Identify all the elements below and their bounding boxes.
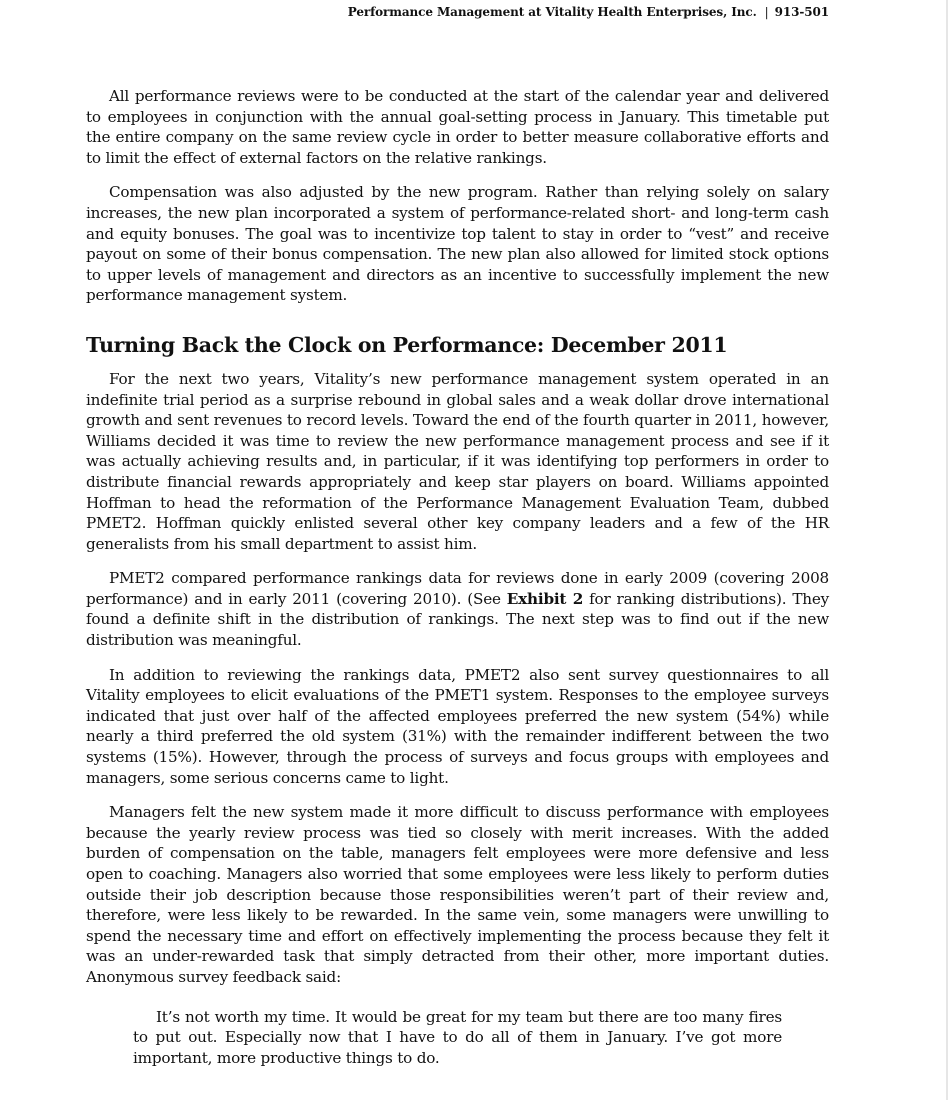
- header-case-number: 913-501: [774, 5, 829, 19]
- exhibit-reference: Exhibit 2: [506, 589, 584, 608]
- paragraph-rankings-text-start: PMET2 compared performance rankings data for reviews done in early 2009 (covering 2008 performance) and in early 2011 (covering 2010). (See: [86, 569, 829, 608]
- document-body: [86, 86, 829, 1068]
- running-header: [0, 5, 829, 19]
- header-separator: |: [764, 5, 769, 19]
- paragraph-manager-concerns: Managers felt the new system made it more difficult to discuss performance with employees because the yearly review process was tied so closely with merit increases. With the added burden of compensation on the table, managers felt employees were more defensive and less open to coaching. Managers also worried that some employees were less likely to perform duties outside their job description because those responsibilities weren’t part of their review and, therefore, were less likely to be rewarded. In the same vein, some managers were unwilling to spend the necessary time and effort on effectively implementing the process because they felt it was an under-rewarded task that simply detracted from their other, more important duties. Anonymous survey feedback said:: [86, 803, 829, 986]
- paragraph-survey-results: In addition to reviewing the rankings data, PMET2 also sent survey questionnaires to all Vitality employees to elicit evaluations of the PMET1 system. Responses to the employee surveys indicated that just over half of the affected employees preferred the new system (54%) while nearly a third preferred the old system (31%) with the remainder indifferent between the two systems (15%). However, through the process of surveys and focus groups with employees and managers, some serious concerns came to light.: [86, 665, 829, 787]
- block-quote: It’s not worth my time. It would be great for my team but there are too many fires to put out. Especially now that I have to do all of them in January. I’ve got more important, more productive things to do.: [133, 1007, 782, 1067]
- paragraph-trial-period: For the next two years, Vitality’s new performance management system operated in an indefinite trial period as a surprise rebound in global sales and a weak dollar drove international growth and sent revenues to record levels. Toward the end of the fourth quarter in 2011, however, Williams decided it was time to review the new performance management process and see if it was actually achieving results and, in particular, if it was identifying top performers in order to distribute financial rewards appropriately and keep star players on board. Williams appointed Hoffman to head the reformation of the Performance Management Evaluation Team, dubbed PMET2. Hoffman quickly enlisted several other key company leaders and a few of the HR generalists from his small department to assist him.: [86, 369, 829, 553]
- section-heading: Turning Back the Clock on Performance: December 2011: [86, 332, 728, 357]
- paragraph-rankings-comparison: [86, 568, 829, 650]
- paragraph-compensation: Compensation was also adjusted by the new program. Rather than relying solely on salary increases, the new plan incorporated a system of performance-related short- and long-term cash and equity bonuses. The goal was to incentivize top talent to stay in order to “vest” and receive payout on some of their bonus compensation. The new plan also allowed for limited stock options to upper levels of management and directors as an incentive to successfully implement the new performance management system.: [86, 183, 829, 305]
- paragraph-review-timing: All performance reviews were to be conducted at the start of the calendar year and delivered to employees in conjunction with the annual goal-setting process in January. This timetable put the entire company on the same review cycle in order to better measure collaborative efforts and to limit the effect of external factors on the relative rankings.: [86, 87, 829, 167]
- paragraph-rankings-text-end: for ranking distributions). They found a definite shift in the distribution of rankings. The next step was to find out if the new distribution was meaningful.: [86, 589, 830, 650]
- header-title: Performance Management at Vitality Health Enterprises, Inc.: [347, 5, 757, 19]
